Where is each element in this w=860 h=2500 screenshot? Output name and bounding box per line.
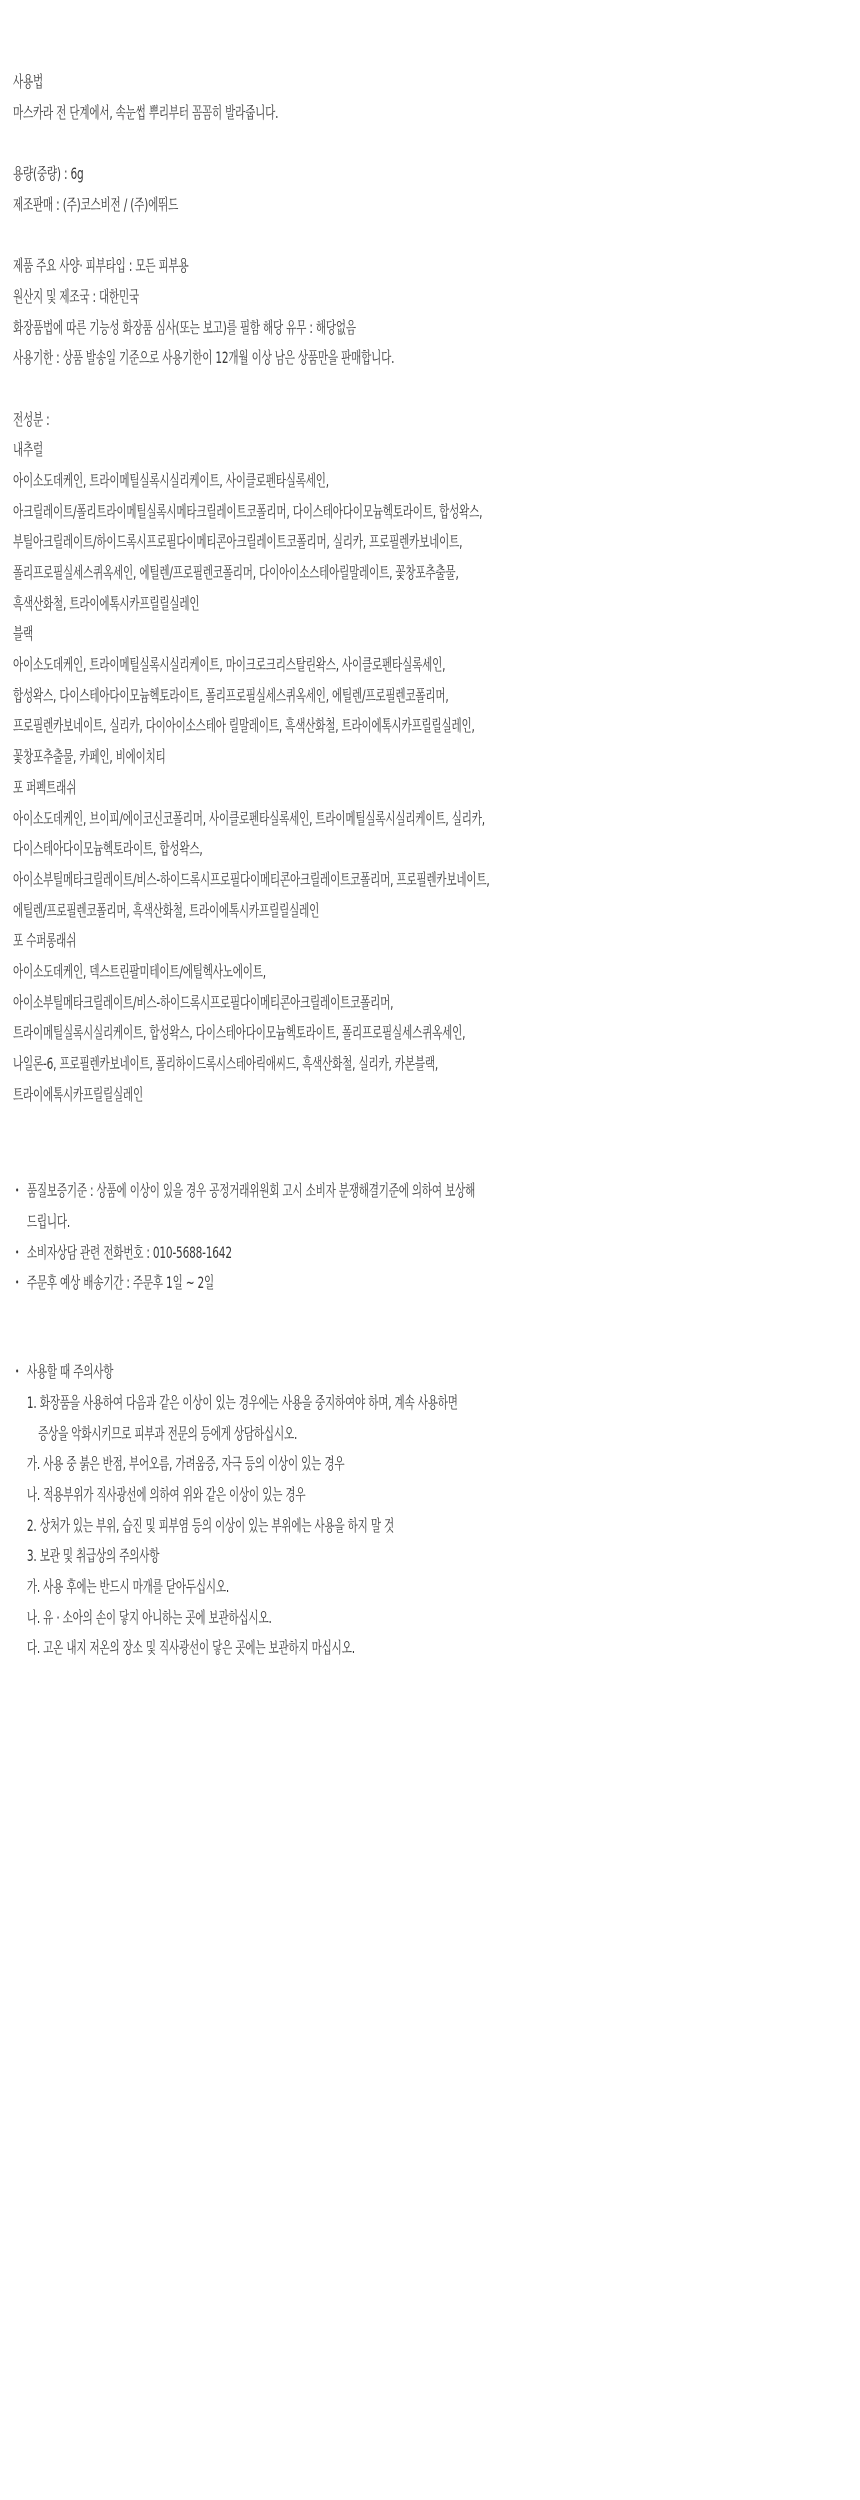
caution-item-1b: 나. 적용부위가 직사광선에 의하여 위와 같은 이상이 있는 경우	[26, 1484, 306, 1504]
notice-item: • 주문후 예상 배송기간 : 주문후 1일 ~ 2일	[13, 1268, 860, 1299]
ingredient-line: 에틸렌/프로필렌코폴리머, 흑색산화철, 트라이에톡시카프릴릴실레인	[13, 900, 320, 920]
ingredient-line: 아이소부틸메타크릴레이트/비스-하이드록시프로필다이메티콘아크릴레이트코폴리머, 프로필렌카보네이트,	[13, 869, 490, 889]
ingredient-group-name: 포 수퍼롱래쉬	[13, 931, 77, 951]
ingredient-group-name: 블랙	[13, 624, 34, 644]
ingredients-title: 전성분 :	[13, 409, 50, 429]
ingredient-line: 트라이에톡시카프릴릴실레인	[13, 1084, 144, 1104]
usage-text: 마스카라 전 단계에서, 속눈썹 뿌리부터 꼼꼼히 발라줍니다.	[13, 102, 279, 122]
caution-item-1: 1. 화장품을 사용하여 다음과 같은 이상이 있는 경우에는 사용을 중지하여야 하며, 계속 사용하면	[26, 1392, 458, 1412]
cautions-title: • 사용할 때 주의사항	[13, 1357, 860, 1388]
capacity: 용량(중량) : 6g	[13, 164, 84, 184]
ingredient-line: 흑색산화철, 트라이에톡시카프릴릴실레인	[13, 593, 200, 613]
ingredient-line: 프로필렌카보네이트, 실리카, 다이아이소스테아 릴말레이트, 흑색산화철, 트라이에톡시카프릴릴실레인,	[13, 716, 475, 736]
ingredient-line: 부틸아크릴레이트/하이드록시프로필다이메티콘아크릴레이트코폴리머, 실리카, 프로필렌카보네이트,	[13, 532, 463, 552]
notice-item: • 품질보증기준 : 상품에 이상이 있을 경우 공정거래위원회 고시 소비자 분쟁해결기준에 의하여 보상해	[13, 1176, 860, 1207]
ingredient-line: 폴리프로필실세스퀴옥세인, 에틸렌/프로필렌코폴리머, 다이아이소스테아릴말레이트, 꽃창포추출물,	[13, 563, 459, 582]
ingredient-line: 아이소도데케인, 트라이메틸실록시실리케이트, 마이크로크리스탈린왁스, 사이클로펜타실록세인,	[13, 655, 446, 675]
ingredient-line: 아이소도데케인, 트라이메틸실록시실리케이트, 사이클로펜타실록세인,	[13, 470, 329, 490]
ingredient-line: 합성왁스, 다이스테아다이모늄헥토라이트, 폴리프로필실세스퀴옥세인, 에틸렌/프로필렌코폴리머,	[13, 685, 449, 705]
caution-item-1-cont: 증상을 악화시키므로 피부과 전문의 등에게 상담하십시오.	[38, 1423, 298, 1443]
caution-item-3b: 나. 유 · 소아의 손이 닿지 아니하는 곳에 보관하십시오.	[26, 1607, 272, 1627]
usage-title: 사용법	[13, 72, 44, 91]
caution-item-3: 3. 보관 및 취급상의 주의사항	[26, 1546, 160, 1566]
manufacturer: 제조판매 : (주)코스비전 / (주)에뛰드	[13, 194, 179, 214]
ingredient-line: 아크릴레이트/폴리트라이메틸실록시메타크릴레이트코폴리머, 다이스테아다이모늄헥토라이트, 합성왁스,	[13, 501, 483, 521]
ingredient-line: 트라이메틸실록시실리케이트, 합성왁스, 다이스테아다이모늄헥토라이트, 폴리프로필실세스퀴옥세인,	[13, 1023, 466, 1043]
functional-cosmetic: 화장품법에 따른 기능성 화장품 심사(또는 보고)를 필함 해당 유무 : 해당없음	[13, 317, 356, 337]
ingredient-group-name: 포 퍼펙트래쉬	[13, 777, 77, 797]
ingredient-line: 아이소도데케인, 브이피/에이코신코폴리머, 사이클로펜타실록세인, 트라이메틸실록시실리케이트, 실리카,	[13, 808, 485, 828]
ingredient-line: 꽃창포추출물, 카페인, 비에이치티	[13, 747, 166, 767]
notice-item-cont: 드립니다.	[26, 1212, 71, 1232]
ingredient-line: 아이소도데케인, 덱스트린팔미테이트/에틸헥사노에이트,	[13, 961, 266, 981]
notice-list	[13, 1176, 860, 1299]
ingredient-line: 아이소부틸메타크릴레이트/비스-하이드록시프로필다이메티콘아크릴레이트코폴리머,	[13, 992, 394, 1012]
product-info-document	[13, 67, 860, 1664]
ingredient-group-name: 내추럴	[13, 440, 44, 460]
expiry: 사용기한 : 상품 발송일 기준으로 사용기한이 12개월 이상 남은 상품만을 판매합니다.	[13, 348, 395, 368]
caution-item-2: 2. 상처가 있는 부위, 습진 및 피부염 등의 이상이 있는 부위에는 사용을 하지 말 것	[26, 1515, 395, 1535]
ingredient-groups	[13, 435, 860, 1110]
caution-item-3a: 가. 사용 후에는 반드시 마개를 닫아두십시오.	[26, 1576, 230, 1596]
ingredient-line: 나일론-6, 프로필렌카보네이트, 폴리하이드록시스테아릭애씨드, 흑색산화철, 실리카, 카본블랙,	[13, 1054, 438, 1073]
notice-item: • 소비자상담 관련 전화번호 : 010-5688-1642	[13, 1238, 860, 1269]
ingredient-line: 다이스테아다이모늄헥토라이트, 합성왁스,	[13, 839, 203, 859]
caution-item-1a: 가. 사용 중 붉은 반점, 부어오름, 가려움증, 자극 등의 이상이 있는 경우	[26, 1454, 345, 1474]
caution-item-3c: 다. 고온 내지 저온의 장소 및 직사광선이 닿은 곳에는 보관하지 마십시오.	[26, 1638, 355, 1658]
origin: 원산지 및 제조국 : 대한민국	[13, 286, 140, 306]
skin-type: 제품 주요 사양· 피부타입 : 모든 피부용	[13, 256, 189, 276]
